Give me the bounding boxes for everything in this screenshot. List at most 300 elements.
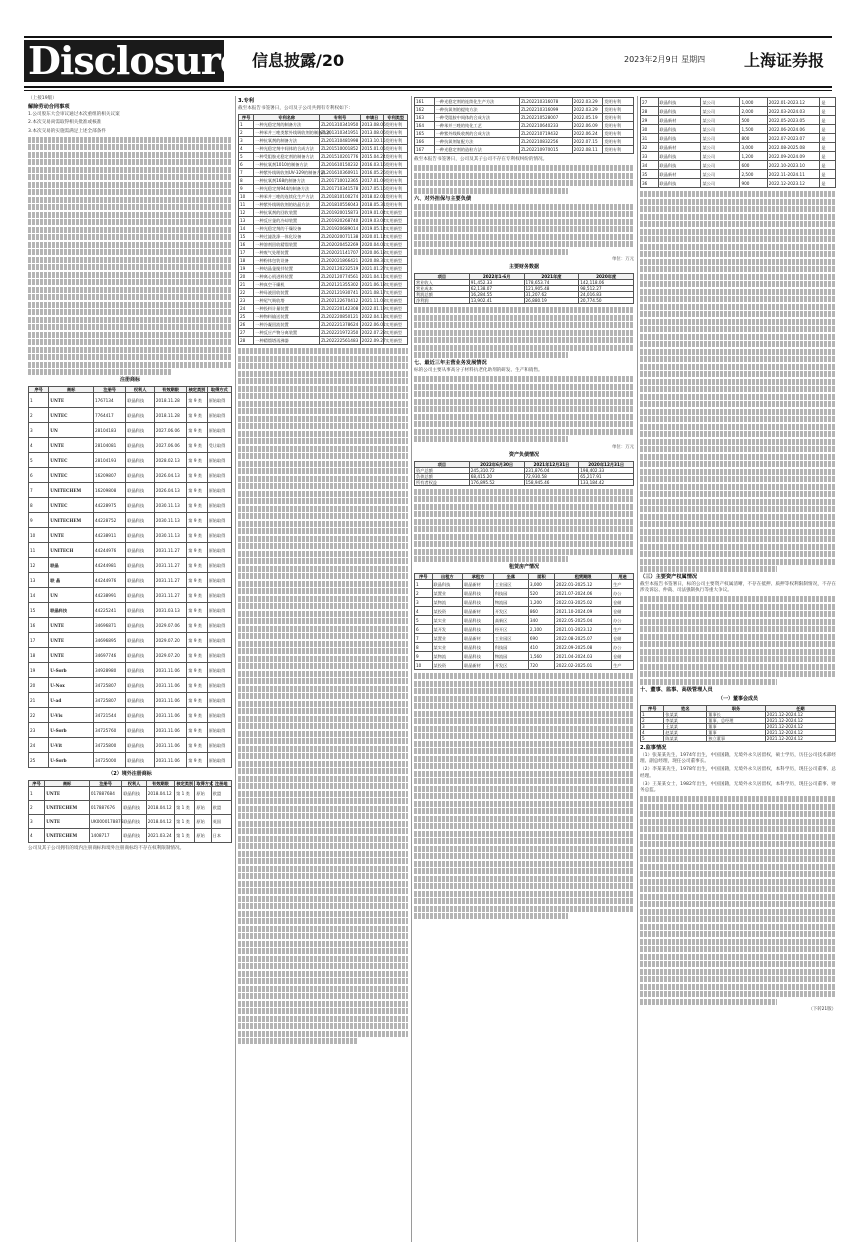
- table-cell-name: 一种抗氧剂168的制备方法: [254, 177, 320, 185]
- brand-title: Disclosure: [28, 38, 243, 83]
- trademark-row: [29, 588, 232, 603]
- table-cell-b: 31,207.62: [524, 292, 579, 298]
- text-block: [414, 906, 634, 912]
- text-block: [640, 871, 836, 877]
- text-block: [28, 197, 232, 203]
- table-cell-c: 198,402.33: [579, 467, 634, 473]
- text-block: [640, 409, 836, 415]
- text-block: [28, 339, 232, 345]
- table-cell-date: 2021.04.15: [361, 274, 386, 280]
- table-cell-name: 一种光稳定剂的造粒方法: [434, 146, 519, 154]
- table-cell-no: 2: [415, 589, 433, 598]
- table-cell-no: 3: [29, 815, 45, 829]
- text-block: [414, 748, 634, 754]
- text-block: [414, 534, 634, 540]
- trademark-row: [29, 708, 232, 723]
- table-cell-b: 联晶新材: [463, 607, 494, 616]
- table-cell-no: 13: [29, 573, 49, 588]
- section-heading: 六、对外担保与主要负债: [414, 195, 472, 202]
- text-block: [640, 901, 836, 907]
- guarantee-row: [641, 161, 836, 170]
- table-cell-mark: UN: [49, 423, 94, 438]
- text-block: [640, 596, 836, 602]
- table-cell-cls: 第 9 类: [187, 453, 207, 468]
- patent-row: [239, 257, 408, 265]
- text-block: [640, 499, 836, 505]
- table-cell-date: 2019.05.14: [361, 226, 386, 232]
- table-cell-src: 原始取得: [207, 573, 231, 588]
- table-cell-cls: 第 1 类: [175, 787, 195, 801]
- table-cell-num: ZL201920015873: [321, 210, 359, 216]
- overseas-trademark-row: [29, 801, 232, 815]
- text-block: [640, 804, 836, 810]
- table-cell-b: 某公司: [701, 143, 740, 152]
- table-cell-mark: UNITECHEM: [45, 829, 90, 843]
- text-block: [238, 888, 408, 894]
- table-cell-no: 34: [641, 161, 659, 170]
- table-header-cell: 有效期限: [154, 387, 186, 393]
- table-cell-date: 2022.09.27: [361, 338, 386, 344]
- table-cell-src: 原始取得: [207, 678, 231, 693]
- table-header-cell: 商标: [45, 781, 90, 787]
- table-cell-c: 20,774.50: [579, 298, 634, 304]
- table-cell-no: 1: [641, 711, 664, 717]
- table-header-cell: 2022年6月30日: [469, 461, 524, 467]
- text-block: [414, 241, 634, 247]
- table-cell-src: 原始取得: [207, 663, 231, 678]
- text-block: [238, 356, 408, 362]
- overseas-trademark-table: [28, 780, 232, 843]
- table-cell-no: 17: [29, 633, 49, 648]
- table-cell-src: 原始取得: [207, 708, 231, 723]
- table-cell-date: 2021.06.18: [361, 282, 386, 288]
- text-block: [640, 506, 836, 512]
- table-cell-type: 发明专利: [384, 177, 408, 185]
- trademark-row: [29, 528, 232, 543]
- table-cell-no: 3: [29, 423, 49, 438]
- text-block: [640, 349, 836, 355]
- text-block: [238, 926, 408, 932]
- table-cell-name: 一种投料计量装置: [254, 305, 320, 313]
- table-cell-b: 联晶新材: [463, 634, 494, 643]
- table-cell-name: 一种抗氧剂1010的制备方法: [254, 161, 320, 169]
- table-header-cell: 注册号: [93, 387, 125, 393]
- text-block: [414, 816, 634, 822]
- table-cell-reg: 34696871: [93, 618, 125, 633]
- table-cell-num: ZL202120232519: [321, 266, 359, 272]
- table-cell-cls: 第 9 类: [187, 543, 207, 558]
- text-block: [640, 371, 836, 377]
- table-cell-type: 实用新型: [384, 305, 408, 313]
- table-cell-reg: 44228752: [93, 513, 125, 528]
- text-block: [238, 948, 408, 954]
- patent-row: [239, 209, 408, 217]
- table-cell-no: 30: [641, 125, 659, 134]
- table-cell-no: 4: [29, 438, 49, 453]
- text-block: [238, 993, 408, 999]
- table-cell-mark: UNTEC: [49, 408, 94, 423]
- table-cell-a: 联晶科技: [432, 580, 463, 589]
- text-block: [640, 566, 777, 572]
- table-cell-date: 2022.03.29: [572, 106, 603, 114]
- paragraph: （2）李某某先生，1978年出生，中国国籍，无境外永久居留权，本科学历，现任公司董事、总经理。: [640, 767, 836, 779]
- text-block: [28, 249, 232, 255]
- text-block: [238, 551, 408, 557]
- table-cell-cls: 第 9 类: [187, 648, 207, 663]
- table-cell-b: 121,905.48: [524, 286, 579, 292]
- table-cell-f: 仓储: [612, 634, 634, 643]
- text-block: [640, 796, 836, 802]
- text-block: [640, 236, 836, 242]
- text-block: [640, 849, 836, 855]
- table-cell-owner: 联晶科技: [126, 573, 154, 588]
- table-cell-src: 原始: [195, 801, 211, 815]
- text-block: [414, 763, 634, 769]
- section-heading: 3.专利: [238, 98, 254, 104]
- text-block: [414, 771, 634, 777]
- table-cell-b: 联晶科技: [463, 652, 494, 661]
- table-cell-c: 2,000: [740, 107, 767, 116]
- table-cell-type: 实用新型: [384, 297, 408, 305]
- lease-row: [415, 589, 634, 598]
- text-block: [640, 341, 836, 347]
- table-cell-num: ZL201610360911: [321, 170, 359, 176]
- table-cell-mark: UNTE: [49, 618, 94, 633]
- table-cell-src: 原始取得: [207, 543, 231, 558]
- text-block: [238, 813, 408, 819]
- table-cell-num: ZL201310481998: [321, 138, 359, 144]
- patent-row: [415, 114, 634, 122]
- table-cell-owner: 联晶科技: [126, 678, 154, 693]
- table-cell-name: 一种结晶釜搅拌装置: [254, 265, 320, 273]
- table-cell-c: 65,217.91: [579, 473, 634, 479]
- text-block: [414, 489, 634, 495]
- table-cell-type: 实用新型: [384, 321, 408, 329]
- table-cell-mark: UNTEC: [49, 468, 94, 483]
- guarantee-row: [641, 170, 836, 179]
- table-cell-num: ZL202122670412: [321, 298, 359, 304]
- table-cell-c: 科技园: [493, 643, 528, 652]
- text-block: [238, 806, 408, 812]
- text-block: [640, 946, 836, 952]
- text-block: [640, 886, 836, 892]
- table-cell-src: 原始取得: [207, 468, 231, 483]
- paragraph: 1.公司股东大会审议通过本次重组的相关议案: [28, 112, 120, 118]
- table-cell-owner: 联晶科技: [126, 393, 154, 408]
- table-cell-no: 6: [239, 161, 254, 169]
- table-cell-date: 2022.06.24: [572, 130, 603, 138]
- patent-row: [239, 169, 408, 177]
- table-cell-date: 2018.05.31: [361, 202, 386, 208]
- table-cell-reg: 017887684: [89, 787, 121, 801]
- overseas-trademark-row: [29, 829, 232, 843]
- table-cell-mark: UNTE: [49, 528, 94, 543]
- table-cell-term: 2027.06.06: [154, 423, 186, 438]
- trademark-row: [29, 453, 232, 468]
- table-cell-no: 1: [29, 787, 45, 801]
- table-cell-e: 2022.09-2025.08: [555, 643, 612, 652]
- text-block: [238, 963, 408, 969]
- table-cell-k: 利润总额: [415, 292, 470, 298]
- text-block: [640, 446, 836, 452]
- text-block: [238, 528, 408, 534]
- text-block: [238, 1023, 408, 1029]
- table-cell-date: 2013.10.15: [361, 138, 386, 144]
- patent-row: [239, 161, 408, 169]
- paper-name: 上海证券报: [744, 51, 825, 70]
- table-cell-date: 2022.01.19: [361, 306, 386, 312]
- table-cell-no: 4: [415, 607, 433, 616]
- table-cell-src: 原始取得: [207, 483, 231, 498]
- table-cell-c: 98,512.27: [579, 286, 634, 292]
- table-cell-date: 2019.01.04: [361, 210, 386, 216]
- text-block: [414, 891, 634, 897]
- text-block: [414, 883, 634, 889]
- table-cell-date: 2022.07.15: [572, 138, 603, 146]
- table-cell-reg: 28104193: [93, 453, 125, 468]
- text-block: [28, 302, 232, 308]
- table-cell-no: 2: [29, 408, 49, 423]
- text-block: [640, 991, 836, 997]
- table-cell-date: 2016.05.26: [361, 170, 386, 176]
- text-block: [414, 504, 634, 510]
- table-cell-owner: 联晶科技: [126, 693, 154, 708]
- table-cell-f: 仓储: [612, 607, 634, 616]
- table-cell-a: 91,452.33: [469, 280, 524, 286]
- table-cell-term: 2028.02.13: [154, 453, 186, 468]
- table-cell-num: ZL202210970015: [520, 146, 573, 154]
- text-block: [640, 431, 836, 437]
- table-cell-term: 2031.03.13: [154, 603, 186, 618]
- table-cell-name: 一种反应产物分离装置: [254, 329, 320, 337]
- table-cell-term: 2031.11.27: [154, 558, 186, 573]
- table-cell-no: 3: [641, 723, 664, 729]
- column-2: [238, 96, 408, 1242]
- text-block: [640, 191, 836, 197]
- paragraph: （1）张某某先生，1974年出生，中国国籍，无境外永久居留权，硕士学历，历任公司技术部经理、副总经理，现任公司董事长。: [640, 752, 836, 765]
- text-block: [640, 521, 836, 527]
- table-header-cell: 核定类别: [188, 387, 206, 393]
- unit-label: 单位：万元: [612, 444, 634, 450]
- table-cell-cls: 第 9 类: [187, 483, 207, 498]
- text-block: [238, 986, 408, 992]
- table-cell-b: 231,876.04: [524, 467, 579, 473]
- table-header-cell: 权利人: [122, 781, 146, 787]
- table-cell-no: 3: [239, 137, 254, 145]
- text-block: [640, 969, 836, 975]
- text-block: [414, 846, 634, 852]
- trademark-row: [29, 648, 232, 663]
- table-header-cell: 项目: [415, 461, 470, 467]
- text-block: [238, 738, 408, 744]
- text-block: [414, 219, 634, 225]
- patent-row: [239, 217, 408, 225]
- table-cell-no: 164: [415, 122, 435, 130]
- table-cell-d: 690: [528, 634, 554, 643]
- text-block: [640, 611, 836, 617]
- table-cell-num: ZL201610150232: [321, 162, 359, 168]
- table-cell-d: 2022.05-2023.05: [767, 116, 820, 125]
- text-block: [414, 838, 634, 844]
- text-block: [414, 913, 568, 919]
- text-block: [640, 469, 836, 475]
- table-cell-no: 28: [641, 107, 659, 116]
- table-cell-name: 一种冷凝回流装置: [254, 321, 320, 329]
- table-cell-d: 720: [528, 661, 554, 670]
- table-cell-cls: 第 9 类: [187, 423, 207, 438]
- text-block: [238, 896, 408, 902]
- text-block: [238, 798, 408, 804]
- table-cell-src: 原始取得: [207, 453, 231, 468]
- text-block: [414, 823, 634, 829]
- table-header-cell: 项目: [415, 274, 470, 280]
- table-cell-e: 是: [820, 98, 836, 107]
- table-caption: 租赁房产情况: [508, 564, 539, 571]
- table-cell-no: 20: [239, 273, 254, 281]
- table-cell-b: 158,945.46: [524, 479, 579, 485]
- table-header-cell: 2022年1-6月: [469, 274, 524, 280]
- text-block: [238, 978, 408, 984]
- table-cell-no: 166: [415, 138, 435, 146]
- table-cell-term: 2018.04.12: [146, 787, 174, 801]
- table-cell-mark: UNTE: [49, 393, 94, 408]
- table-cell-num: ZL201510201776: [321, 154, 359, 160]
- table-cell-date: 2022.06.01: [361, 322, 386, 328]
- paragraph: 3.本次交易的实施需满足上述全部条件: [28, 128, 106, 134]
- text-block: [238, 941, 408, 947]
- table-cell-name: 陈某某: [664, 735, 707, 741]
- table-cell-num: ZL202121930741: [321, 290, 359, 296]
- table-cell-cls: 第 9 类: [187, 468, 207, 483]
- table-cell-type: 实用新型: [384, 265, 408, 273]
- paragraph: （3）王某某女士，1982年出生，中国国籍，无境外永久居留权，本科学历，现任公司董事、财务总监。: [640, 781, 836, 793]
- column-divider: [235, 96, 236, 1242]
- table-cell-name: 一种废气处理装置: [254, 249, 320, 257]
- table-cell-reg: UK0000178876: [89, 815, 121, 829]
- text-block: [640, 424, 836, 430]
- table-cell-num: ZL202221972350: [321, 330, 359, 336]
- table-cell-a: 某置业: [432, 634, 463, 643]
- trademark-row: [29, 393, 232, 408]
- text-block: [28, 324, 232, 330]
- trademark-table: [28, 386, 232, 768]
- text-block: [238, 476, 408, 482]
- text-block: [640, 626, 836, 632]
- patent-row: [239, 273, 408, 281]
- table-cell-date: 2022.03.29: [572, 98, 603, 106]
- text-block: [238, 408, 408, 414]
- text-block: [28, 264, 232, 270]
- guarantee-row: [641, 116, 836, 125]
- text-block: [414, 876, 634, 882]
- table-cell-owner: 联晶科技: [126, 453, 154, 468]
- text-block: [414, 249, 568, 255]
- patent-row: [239, 233, 408, 241]
- table-cell-term: 2021.12-2024.12: [765, 717, 835, 723]
- table-cell-k: 负债总额: [415, 473, 470, 479]
- text-block: [414, 526, 634, 532]
- text-block: [414, 549, 634, 555]
- text-block: [414, 853, 634, 859]
- table-header-cell: 租赁期限: [555, 574, 612, 580]
- table-caption: （2）境外注册商标: [108, 771, 152, 778]
- table-header-cell: 注册地: [211, 781, 231, 787]
- text-block: [28, 347, 232, 353]
- table-cell-no: 19: [29, 663, 49, 678]
- table-cell-reg: 7764417: [93, 408, 125, 423]
- table-cell-e: 2022.08-2025.07: [555, 634, 612, 643]
- table-cell-b: 联晶科技: [463, 589, 494, 598]
- patent-row: [239, 297, 408, 305]
- table-cell-a: 62,138.07: [469, 286, 524, 292]
- table-cell-cls: 第 9 类: [187, 573, 207, 588]
- overseas-trademark-row: [29, 787, 232, 801]
- patent-row: [239, 289, 408, 297]
- table-cell-name: 一种溶剂回收精馏装置: [254, 241, 320, 249]
- financial-table: [414, 273, 634, 304]
- table-cell-c: 3,000: [740, 143, 767, 152]
- table-header-cell: 序号: [29, 781, 45, 787]
- table-cell-no: 24: [29, 738, 49, 753]
- table-cell-type: 发明专利: [384, 153, 408, 161]
- table-cell-no: 16: [29, 618, 49, 633]
- table-cell-e: 是: [820, 134, 836, 143]
- table-header-cell: 取得方式: [207, 387, 231, 393]
- table-header-cell: 商标: [49, 387, 94, 393]
- table-cell-no: 5: [29, 453, 49, 468]
- table-cell-c: 开发区: [493, 661, 528, 670]
- text-block: [238, 866, 408, 872]
- table-cell-cls: 第 9 类: [187, 723, 207, 738]
- table-cell-b: 某公司: [701, 98, 740, 107]
- table-cell-a: 联晶新材: [658, 116, 701, 125]
- text-block: [238, 746, 408, 752]
- text-block: [238, 821, 408, 827]
- table-cell-b: 某公司: [701, 179, 740, 188]
- table-cell-type: 实用新型: [384, 257, 408, 265]
- table-cell-no: 5: [641, 735, 664, 741]
- table-cell-a: 联晶科技: [658, 179, 701, 188]
- text-block: [640, 551, 836, 557]
- table-cell-no: 22: [29, 708, 49, 723]
- text-block: [414, 541, 634, 547]
- table-cell-a: 某置业: [432, 589, 463, 598]
- text-block: [28, 272, 232, 278]
- table-cell-no: 7: [239, 169, 254, 177]
- text-block: [28, 144, 232, 150]
- text-block: [414, 733, 634, 739]
- text-block: [238, 858, 408, 864]
- table-cell-no: 14: [239, 225, 254, 233]
- table-cell-a: 联晶科技: [658, 161, 701, 170]
- table-cell-no: 19: [239, 265, 254, 273]
- table-cell-owner: 联晶科技: [126, 483, 154, 498]
- table-cell-num: ZL202210832256: [520, 138, 573, 146]
- lease-row: [415, 598, 634, 607]
- table-cell-b: 联晶新材: [463, 661, 494, 670]
- table-cell-no: 10: [239, 193, 254, 201]
- text-block: [28, 152, 232, 158]
- text-block: [238, 446, 408, 452]
- table-cell-c: 800: [740, 134, 767, 143]
- table-cell-num: ZL202222561483: [321, 338, 359, 344]
- text-block: [238, 723, 408, 729]
- patent-row: [239, 129, 408, 137]
- table-cell-no: 8: [239, 177, 254, 185]
- text-block: [238, 903, 408, 909]
- table-cell-b: 178,653.74: [524, 280, 579, 286]
- table-cell-src: 原始取得: [207, 423, 231, 438]
